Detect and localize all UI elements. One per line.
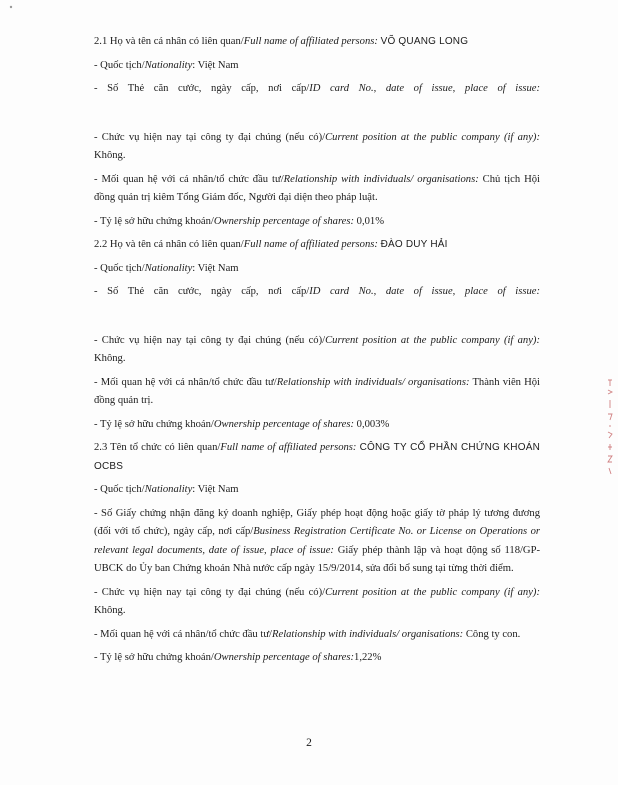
- section-2-3-nationality: - Quốc tịch/Nationality: Việt Nam: [94, 484, 239, 495]
- section-2-3-certificate: - Số Giấy chứng nhận đăng ký doanh nghiệp, Giấy phép hoạt động hoặc giấy tờ pháp lý tương đương (đối với tổ chức), ngày cấp, nơi cấp/Business Registration Certificate No. or License on Operations or relevant legal documents, date of issue, place of issue: Giấy phép thành lập và hoạt động số 118/GP-UBCK do Ủy ban Chứng khoán Nhà nước cấp ngày 15/9/2014, sửa đổi bổ sung tại từng thời điểm.: [94, 507, 541, 574]
- section-2-1-ownership: - Tỷ lệ sở hữu chứng khoán/Ownership percentage of shares: 0,01%: [94, 215, 385, 227]
- section-2-1-heading: 2.1 Họ và tên cá nhân có liên quan/Full name of affiliated persons: VÕ QUANG LONG: [94, 36, 469, 47]
- section-2-2-position: - Chức vụ hiện nay tại công ty đại chúng (nếu có)/Current position at the public company (if any): Không.: [94, 334, 540, 364]
- section-2-2-relationship: - Mối quan hệ với cá nhân/tổ chức đầu tư/Relationship with individuals/ organisations: Thành viên Hội đồng quản trị.: [94, 376, 541, 406]
- affiliated-organization-name: CÔNG TY CỔ PHẦN CHỨNG KHOÁN OCBS: [94, 442, 540, 472]
- section-2-1-position: - Chức vụ hiện nay tại công ty đại chúng (nếu có)/Current position at the public company (if any): Không.: [94, 131, 540, 161]
- section-2-2-ownership: - Tỷ lệ sở hữu chứng khoán/Ownership percentage of shares: 0,003%: [94, 418, 390, 430]
- corner-mark-icon: [8, 4, 14, 10]
- affiliated-person-name: ĐÀO DUY HẢI: [380, 239, 448, 250]
- section-2-3-heading: 2.3 Tên tổ chức có liên quan/Full name of affiliated persons: CÔNG TY CỔ PHẦN CHỨNG KHOÁN OCBS: [94, 442, 540, 472]
- section-2-2-heading: 2.2 Họ và tên cá nhân có liên quan/Full name of affiliated persons: ĐÀO DUY HẢI: [94, 239, 448, 250]
- section-2-3-position: - Chức vụ hiện nay tại công ty đại chúng (nếu có)/Current position at the public company (if any): Không.: [94, 586, 540, 616]
- section-2-3-ownership: - Tỷ lệ sở hữu chứng khoán/Ownership percentage of shares:1,22%: [94, 652, 382, 663]
- section-2-2-id-card: - Số Thẻ căn cước, ngày cấp, nơi cấp/ID card No., date of issue, place of issue:: [94, 286, 540, 297]
- blank-line: [94, 307, 540, 332]
- margin-stamp-icon: [604, 378, 616, 478]
- section-2-3-relationship: - Mối quan hệ với cá nhân/tổ chức đầu tư/Relationship with individuals/ organisations: Công ty con.: [94, 628, 521, 640]
- affiliated-person-name: VÕ QUANG LONG: [380, 36, 469, 47]
- section-2-2-nationality: - Quốc tịch/Nationality: Việt Nam: [94, 262, 239, 274]
- section-2-1-id-card: - Số Thẻ căn cước, ngày cấp, nơi cấp/ID card No., date of issue, place of issue:: [94, 83, 540, 94]
- blank-line: [94, 104, 540, 129]
- section-2-1-nationality: - Quốc tịch/Nationality: Việt Nam: [94, 59, 239, 71]
- document-body: [94, 33, 540, 673]
- page-number: 2: [306, 737, 312, 749]
- section-2-1-relationship: - Mối quan hệ với cá nhân/tổ chức đầu tư/Relationship with individuals/ organisations: Chủ tịch Hội đồng quản trị kiêm Tổng Giám đốc, Người đại diện theo pháp luật.: [94, 173, 540, 203]
